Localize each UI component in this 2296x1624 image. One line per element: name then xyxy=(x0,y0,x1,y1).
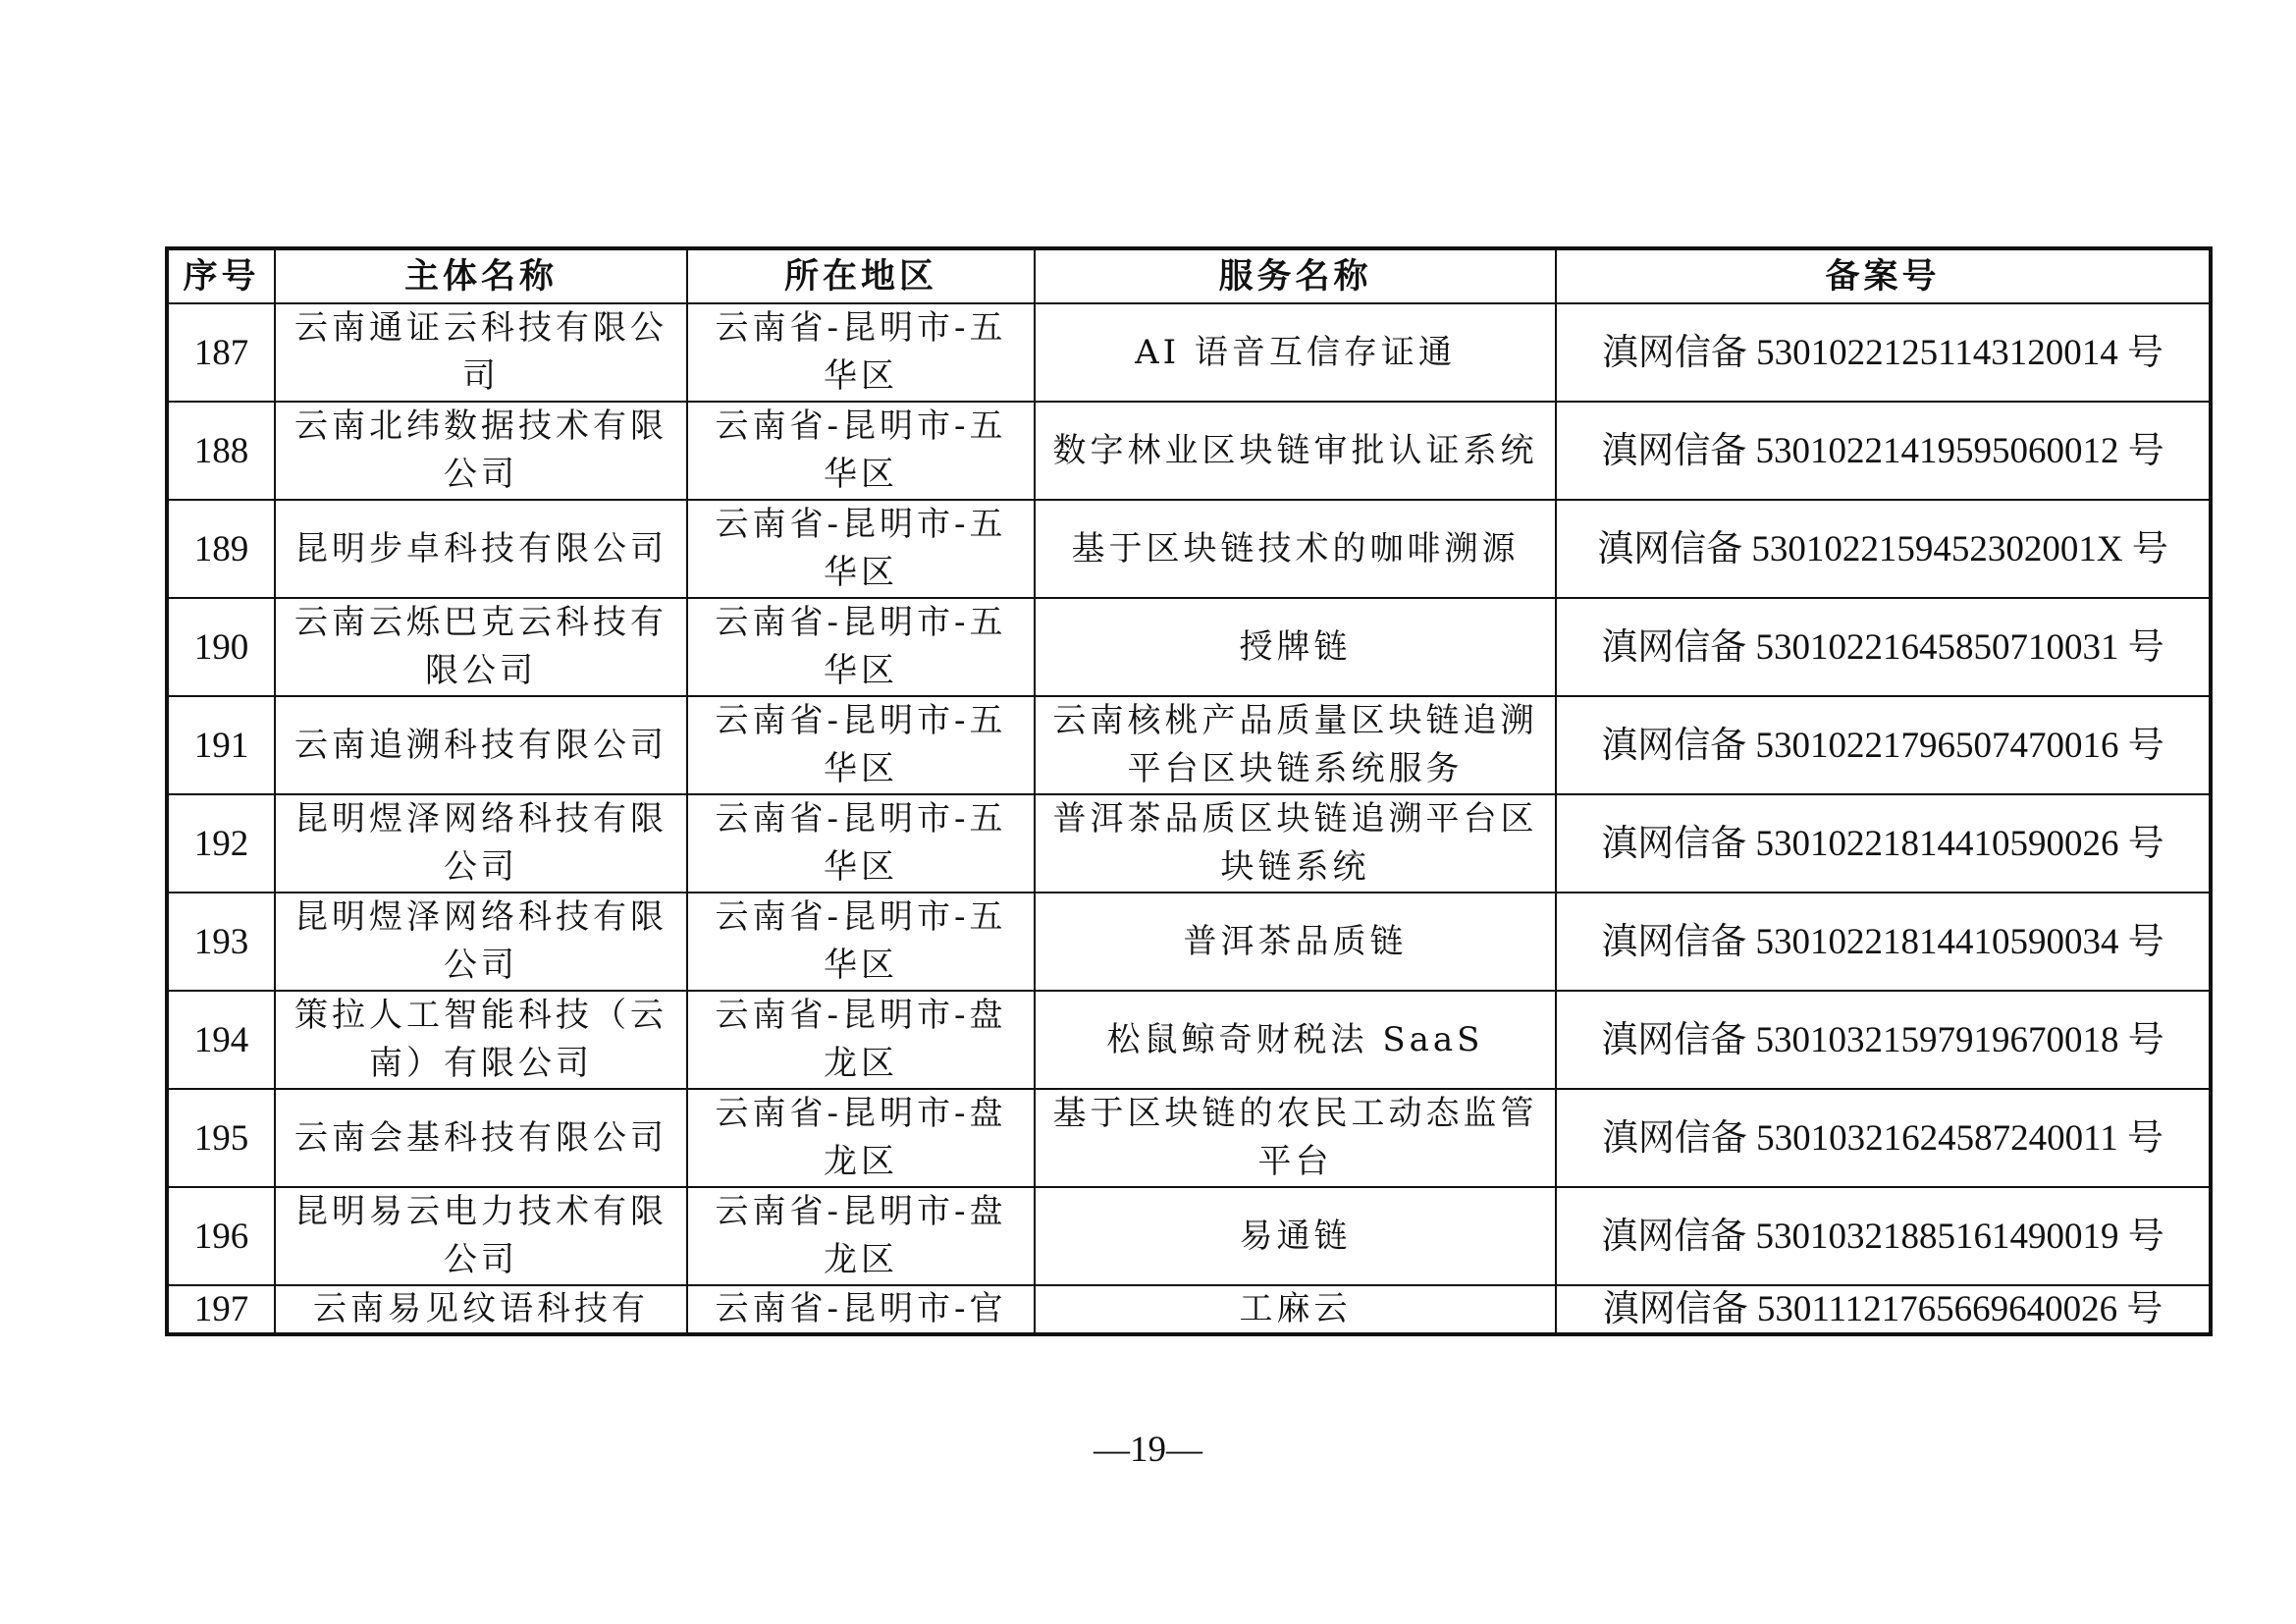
cell-filing-number: 滇网信备 53010221419595060012 号 xyxy=(1556,402,2211,500)
cell-filing-number: 滇网信备 53010221645850710031 号 xyxy=(1556,598,2211,696)
page-number: —19— xyxy=(1094,1430,1202,1470)
filing-table xyxy=(165,246,2213,1336)
table-row xyxy=(167,794,2211,893)
table-row xyxy=(167,1089,2211,1187)
cell-entity-name: 昆明易云电力技术有限公司 xyxy=(275,1187,687,1285)
cell-index: 196 xyxy=(167,1187,275,1285)
header-filing-number: 备案号 xyxy=(1556,248,2211,303)
table-row xyxy=(167,696,2211,794)
table-row xyxy=(167,1187,2211,1285)
cell-index: 188 xyxy=(167,402,275,500)
table-row xyxy=(167,500,2211,598)
cell-index: 187 xyxy=(167,303,275,402)
cell-index: 195 xyxy=(167,1089,275,1187)
cell-entity-name: 策拉人工智能科技（云南）有限公司 xyxy=(275,991,687,1089)
table-row xyxy=(167,402,2211,500)
cell-index: 192 xyxy=(167,794,275,893)
cell-entity-name: 昆明煜泽网络科技有限公司 xyxy=(275,893,687,991)
cell-filing-number: 滇网信备 5301022159452302001X 号 xyxy=(1556,500,2211,598)
cell-index: 190 xyxy=(167,598,275,696)
cell-service-name: 云南核桃产品质量区块链追溯平台区块链系统服务 xyxy=(1035,696,1556,794)
cell-entity-name: 云南云烁巴克云科技有限公司 xyxy=(275,598,687,696)
cell-entity-name: 云南通证云科技有限公司 xyxy=(275,303,687,402)
table-row xyxy=(167,893,2211,991)
cell-filing-number: 滇网信备 53010221814410590034 号 xyxy=(1556,893,2211,991)
cell-index: 193 xyxy=(167,893,275,991)
cell-region: 云南省-昆明市-五华区 xyxy=(687,500,1035,598)
cell-filing-number: 滇网信备 53010221796507470016 号 xyxy=(1556,696,2211,794)
cell-filing-number: 滇网信备 53010221251143120014 号 xyxy=(1556,303,2211,402)
header-region: 所在地区 xyxy=(687,248,1035,303)
header-entity-name: 主体名称 xyxy=(275,248,687,303)
cell-index: 191 xyxy=(167,696,275,794)
cell-region: 云南省-昆明市-盘龙区 xyxy=(687,1187,1035,1285)
cell-index: 197 xyxy=(167,1285,275,1334)
cell-region: 云南省-昆明市-官 xyxy=(687,1285,1035,1334)
cell-filing-number: 滇网信备 53010321597919670018 号 xyxy=(1556,991,2211,1089)
table-row xyxy=(167,1285,2211,1334)
cell-entity-name: 云南追溯科技有限公司 xyxy=(275,696,687,794)
cell-region: 云南省-昆明市-盘龙区 xyxy=(687,991,1035,1089)
cell-region: 云南省-昆明市-五华区 xyxy=(687,794,1035,893)
cell-entity-name: 云南易见纹语科技有 xyxy=(275,1285,687,1334)
table-header-row xyxy=(167,248,2211,303)
cell-index: 194 xyxy=(167,991,275,1089)
cell-region: 云南省-昆明市-五华区 xyxy=(687,893,1035,991)
cell-region: 云南省-昆明市-五华区 xyxy=(687,696,1035,794)
cell-entity-name: 云南北纬数据技术有限公司 xyxy=(275,402,687,500)
cell-filing-number: 滇网信备 53011121765669640026 号 xyxy=(1556,1285,2211,1334)
cell-service-name: 普洱茶品质链 xyxy=(1035,893,1556,991)
cell-service-name: 松鼠鲸奇财税法 SaaS xyxy=(1035,991,1556,1089)
cell-filing-number: 滇网信备 53010221814410590026 号 xyxy=(1556,794,2211,893)
cell-service-name: AI 语音互信存证通 xyxy=(1035,303,1556,402)
header-index: 序号 xyxy=(167,248,275,303)
table-row xyxy=(167,991,2211,1089)
cell-filing-number: 滇网信备 53010321624587240011 号 xyxy=(1556,1089,2211,1187)
cell-service-name: 工麻云 xyxy=(1035,1285,1556,1334)
cell-filing-number: 滇网信备 53010321885161490019 号 xyxy=(1556,1187,2211,1285)
cell-entity-name: 昆明步卓科技有限公司 xyxy=(275,500,687,598)
header-service-name: 服务名称 xyxy=(1035,248,1556,303)
cell-index: 189 xyxy=(167,500,275,598)
cell-entity-name: 云南会基科技有限公司 xyxy=(275,1089,687,1187)
cell-service-name: 授牌链 xyxy=(1035,598,1556,696)
cell-region: 云南省-昆明市-五华区 xyxy=(687,402,1035,500)
cell-service-name: 基于区块链技术的咖啡溯源 xyxy=(1035,500,1556,598)
cell-region: 云南省-昆明市-五华区 xyxy=(687,598,1035,696)
cell-entity-name: 昆明煜泽网络科技有限公司 xyxy=(275,794,687,893)
cell-region: 云南省-昆明市-盘龙区 xyxy=(687,1089,1035,1187)
table-row xyxy=(167,598,2211,696)
cell-service-name: 普洱茶品质区块链追溯平台区块链系统 xyxy=(1035,794,1556,893)
cell-service-name: 数字林业区块链审批认证系统 xyxy=(1035,402,1556,500)
cell-service-name: 易通链 xyxy=(1035,1187,1556,1285)
cell-service-name: 基于区块链的农民工动态监管平台 xyxy=(1035,1089,1556,1187)
table-row xyxy=(167,303,2211,402)
cell-region: 云南省-昆明市-五华区 xyxy=(687,303,1035,402)
